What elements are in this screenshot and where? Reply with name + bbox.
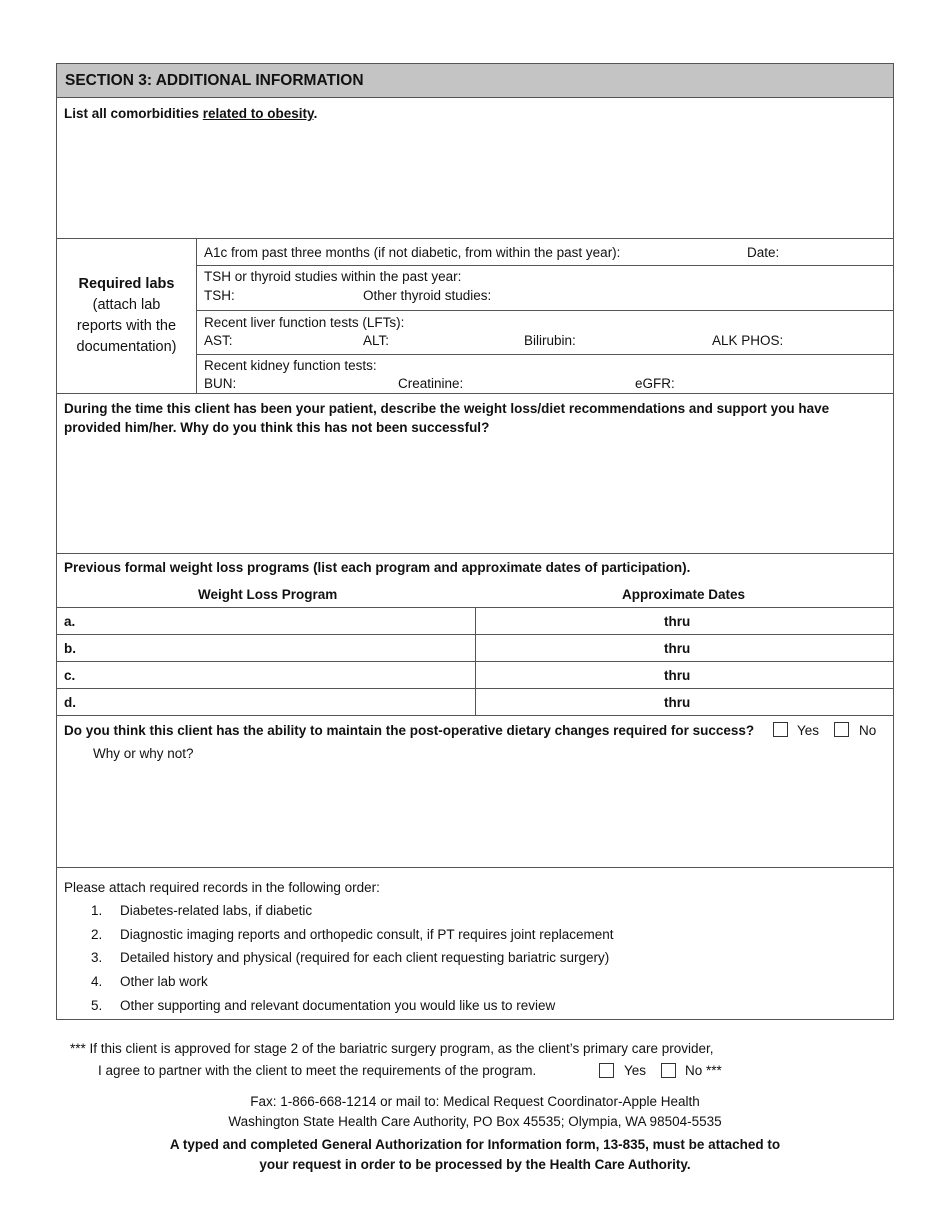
attach-item-num: 5. <box>91 998 103 1013</box>
why-answer-area[interactable] <box>57 768 893 866</box>
table-row[interactable] <box>57 607 893 634</box>
row-thru: thru <box>664 614 691 629</box>
attach-item-text: Other supporting and relevant documentation you would like us to review <box>120 998 556 1013</box>
row-thru: thru <box>664 641 691 656</box>
required-labs-title: Required labs <box>78 275 175 292</box>
a1c-date-label: Date: <box>747 245 780 260</box>
agreement-yes-label: Yes <box>624 1063 647 1078</box>
liver-heading: Recent liver function tests (LFTs): <box>204 315 405 330</box>
maintain-no-checkbox[interactable] <box>834 722 849 737</box>
attach-item-text: Detailed history and physical (required for each client requesting bariatric surgery) <box>120 950 610 965</box>
comorbidities-label-suffix: . <box>313 106 318 121</box>
comorbidities-label-underlined: related to obesity <box>202 106 314 121</box>
comorbidities-label <box>64 106 317 121</box>
attach-heading: Please attach required records in the following order: <box>64 880 380 895</box>
attach-item-text: Diabetes-related labs, if diabetic <box>120 903 313 918</box>
required-labs-note-line3: documentation) <box>76 338 177 355</box>
maintain-question: Do you think this client has the ability to maintain the post-operative dietary changes required for success? <box>64 723 755 738</box>
programs-heading: Previous formal weight loss programs (list each program and approximate dates of participation). <box>64 560 691 575</box>
comorbidities-label-prefix: List all comorbidities <box>64 106 203 121</box>
row-letter: d. <box>64 695 76 710</box>
agreement-line2: I agree to partner with the client to meet the requirements of the program. <box>98 1063 537 1078</box>
why-label: Why or why not? <box>93 746 194 761</box>
attach-item-num: 3. <box>91 950 103 965</box>
maintain-no-label: No <box>859 723 877 738</box>
agreement-no-checkbox[interactable] <box>661 1063 676 1078</box>
agreement-no-label: No *** <box>685 1063 722 1078</box>
section-3-form <box>56 63 894 1020</box>
alt-label: ALT: <box>363 333 390 348</box>
footer-notice-line2: your request in order to be processed by the Health Care Authority. <box>259 1157 691 1172</box>
table-row[interactable] <box>57 634 893 661</box>
table-row[interactable] <box>57 661 893 688</box>
labs-row-divider <box>196 265 894 266</box>
weight-loss-question-line2: provided him/her. Why do you think this has not been successful? <box>64 420 490 435</box>
row-letter: c. <box>64 668 76 683</box>
section-title: SECTION 3: ADDITIONAL INFORMATION <box>65 72 364 89</box>
bilirubin-label: Bilirubin: <box>524 333 576 348</box>
other-thyroid-label: Other thyroid studies: <box>363 288 492 303</box>
tsh-heading: TSH or thyroid studies within the past year: <box>204 269 462 284</box>
required-labs-note-line1: (attach lab <box>92 296 161 313</box>
comorbidities-input-area[interactable] <box>57 126 893 238</box>
weight-loss-question-line1: During the time this client has been your patient, describe the weight loss/diet recommendations and support you have <box>64 401 830 416</box>
attach-item-num: 4. <box>91 974 103 989</box>
attach-item-text: Other lab work <box>120 974 208 989</box>
creatinine-label: Creatinine: <box>398 376 464 391</box>
footer-fax: Fax: 1-866-668-1214 or mail to: Medical Request Coordinator-Apple Health <box>250 1094 700 1109</box>
footer-notice-line1: A typed and completed General Authorization for Information form, 13-835, must be attached to <box>169 1137 781 1152</box>
table-divider <box>57 715 893 716</box>
alk-phos-label: ALK PHOS: <box>712 333 784 348</box>
row-thru: thru <box>664 668 691 683</box>
required-labs-note-line2: reports with the <box>76 317 177 334</box>
attach-item-num: 2. <box>91 927 103 942</box>
maintain-yes-label: Yes <box>797 723 820 738</box>
attach-item-text: Diagnostic imaging reports and orthopedic consult, if PT requires joint replacement <box>120 927 614 942</box>
row-letter: b. <box>64 641 76 656</box>
agreement-line1: *** If this client is approved for stage 2 of the bariatric surgery program, as the client’s primary care provider, <box>70 1041 714 1056</box>
row-thru: thru <box>664 695 691 710</box>
divider <box>57 393 893 394</box>
required-labs-label <box>57 238 196 393</box>
weight-loss-answer-area[interactable] <box>57 442 893 552</box>
col-header-dates: Approximate Dates <box>622 587 746 602</box>
attach-item-num: 1. <box>91 903 103 918</box>
section-header <box>57 64 893 98</box>
labs-row-divider <box>196 310 894 311</box>
maintain-yes-checkbox[interactable] <box>773 722 788 737</box>
agreement-yes-checkbox[interactable] <box>599 1063 614 1078</box>
table-row[interactable] <box>57 688 893 715</box>
ast-label: AST: <box>204 333 233 348</box>
labs-divider <box>196 238 197 393</box>
bun-label: BUN: <box>204 376 237 391</box>
a1c-label: A1c from past three months (if not diabetic, from within the past year): <box>204 245 621 260</box>
divider <box>57 553 893 554</box>
kidney-heading: Recent kidney function tests: <box>204 358 377 373</box>
row-letter: a. <box>64 614 76 629</box>
egfr-label: eGFR: <box>635 376 675 391</box>
labs-row-divider <box>196 354 894 355</box>
divider <box>57 867 893 868</box>
tsh-label: TSH: <box>204 288 235 303</box>
col-header-program: Weight Loss Program <box>198 587 338 602</box>
footer-address: Washington State Health Care Authority, PO Box 45535; Olympia, WA 98504-5535 <box>228 1114 722 1129</box>
